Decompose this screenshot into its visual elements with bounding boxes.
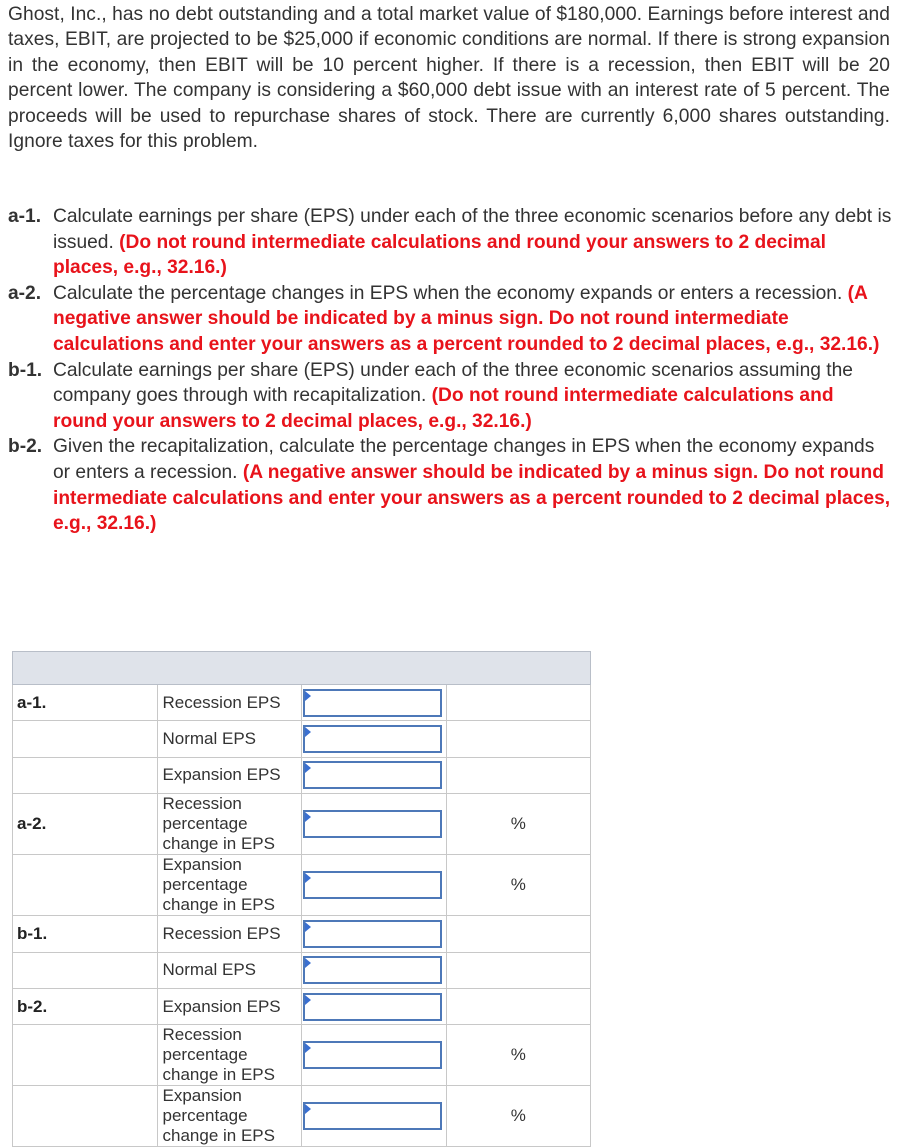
unit-label: [446, 952, 591, 988]
row-description: Expansion EPS: [157, 757, 302, 793]
answer-cell: [302, 721, 447, 757]
question-b2: [8, 434, 893, 536]
answer-cell: [302, 794, 447, 855]
answer-input[interactable]: [303, 689, 442, 717]
problem-statement: Ghost, Inc., has no debt outstanding and a total market value of $180,000. Earnings before interest and taxes, EBIT, are projected to be $25,000 if economic conditions are normal. If there is strong expansion in the economy, then EBIT will be 10 percent higher. If there is a recession, then EBIT will be 20 percent lower. The company is considering a $60,000 debt issue with an interest rate of 5 percent. The proceeds will be used to repurchase shares of stock. There are currently 6,000 shares outstanding. Ignore taxes for this problem.: [8, 4, 890, 153]
answer-cell: [302, 916, 447, 952]
row-part-label: [13, 721, 158, 757]
row-part-label: [13, 1025, 158, 1086]
unit-label: [446, 685, 591, 721]
answer-row: [13, 855, 591, 916]
row-description: Expansion percentage change in EPS: [157, 1086, 302, 1147]
answer-input[interactable]: [303, 1102, 442, 1130]
question-text: Calculate the percentage changes in EPS when the economy expands or enters a recession.: [53, 282, 848, 304]
answer-cell: [302, 855, 447, 916]
row-part-label: b-2.: [13, 988, 158, 1024]
input-marker-icon: [305, 812, 311, 822]
input-marker-icon: [305, 691, 311, 701]
answer-row: [13, 757, 591, 793]
question-instruction: (A negative answer should be indicated by a minus sign. Do not round intermediate calculations and enter your answers as a percent rounded to 2 decimal places, e.g., 32.16.): [53, 282, 880, 355]
answer-cell: [302, 952, 447, 988]
unit-label: [446, 721, 591, 757]
answer-table: [12, 651, 591, 1147]
answer-input[interactable]: [303, 956, 442, 984]
answer-input[interactable]: [303, 810, 442, 838]
question-instruction: (Do not round intermediate calculations and round your answers to 2 decimal places, e.g., 32.16.): [53, 231, 826, 279]
input-marker-icon: [305, 1043, 311, 1053]
row-description: Normal EPS: [157, 952, 302, 988]
row-part-label: [13, 952, 158, 988]
unit-label: [446, 988, 591, 1024]
answer-input[interactable]: [303, 725, 442, 753]
answer-row: [13, 1086, 591, 1147]
question-label: a-2.: [8, 282, 42, 304]
question-text: Calculate earnings per share (EPS) under each of the three economic scenarios assuming the company goes through with recapitalization.: [53, 359, 853, 407]
row-description: Normal EPS: [157, 721, 302, 757]
row-description: Recession EPS: [157, 916, 302, 952]
row-part-label: [13, 757, 158, 793]
input-marker-icon: [305, 958, 311, 968]
answer-cell: [302, 685, 447, 721]
answer-row: [13, 988, 591, 1024]
answer-cell: [302, 988, 447, 1024]
answer-row: [13, 916, 591, 952]
row-part-label: b-1.: [13, 916, 158, 952]
question-a1: [8, 204, 893, 281]
input-marker-icon: [305, 873, 311, 883]
row-description: Expansion percentage change in EPS: [157, 855, 302, 916]
answer-cell: [302, 1025, 447, 1086]
input-marker-icon: [305, 763, 311, 773]
row-part-label: [13, 1086, 158, 1147]
unit-label: %: [446, 855, 591, 916]
answer-cell: [302, 757, 447, 793]
answer-input[interactable]: [303, 993, 442, 1021]
answer-row: [13, 721, 591, 757]
answer-row: [13, 794, 591, 855]
input-marker-icon: [305, 727, 311, 737]
question-instruction: (A negative answer should be indicated by a minus sign. Do not round intermediate calculations and enter your answers as a percent rounded to 2 decimal places, e.g., 32.16.): [53, 461, 891, 535]
answer-input[interactable]: [303, 871, 442, 899]
row-description: Recession percentage change in EPS: [157, 794, 302, 855]
unit-label: %: [446, 1086, 591, 1147]
question-label: b-1.: [8, 359, 43, 381]
input-marker-icon: [305, 1104, 311, 1114]
question-label: a-1.: [8, 206, 42, 227]
input-marker-icon: [305, 922, 311, 932]
question-text: Calculate earnings per share (EPS) under each of the three economic scenarios before any debt is issued.: [53, 206, 892, 253]
row-part-label: a-1.: [13, 685, 158, 721]
row-description: Recession percentage change in EPS: [157, 1025, 302, 1086]
question-instruction: (Do not round intermediate calculations and round your answers to 2 decimal places, e.g., 32.16.): [53, 385, 834, 432]
row-part-label: [13, 855, 158, 916]
question-b1: [8, 358, 893, 435]
question-list: [8, 204, 893, 537]
row-part-label: a-2.: [13, 794, 158, 855]
answer-input[interactable]: [303, 761, 442, 789]
question-text: Given the recapitalization, calculate the percentage changes in EPS when the economy expands or enters a recession.: [53, 436, 875, 483]
unit-label: [446, 916, 591, 952]
answer-table-header: [13, 652, 591, 685]
question-label: b-2.: [8, 436, 43, 458]
answer-input[interactable]: [303, 1041, 442, 1069]
unit-label: [446, 757, 591, 793]
input-marker-icon: [305, 995, 311, 1005]
answer-cell: [302, 1086, 447, 1147]
header-cell: [13, 652, 591, 685]
answer-row: [13, 685, 591, 721]
answer-input[interactable]: [303, 920, 442, 948]
unit-label: %: [446, 1025, 591, 1086]
unit-label: %: [446, 794, 591, 855]
answer-row: [13, 952, 591, 988]
question-a2: [8, 281, 893, 358]
row-description: Expansion EPS: [157, 988, 302, 1024]
answer-row: [13, 1025, 591, 1086]
row-description: Recession EPS: [157, 685, 302, 721]
